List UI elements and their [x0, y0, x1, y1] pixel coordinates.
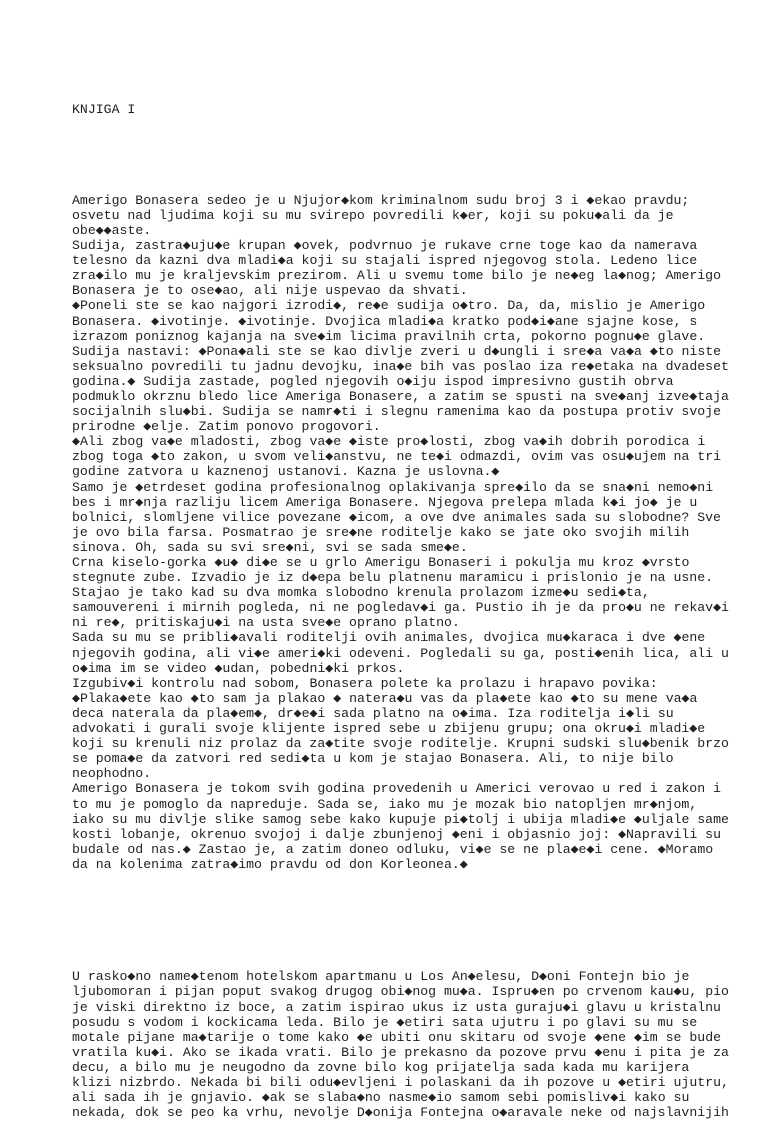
- text-line: njegovih godina, ali vi◆e ameri◆ki odeveni. Pogledali su ga, posti◆enih lica, ali u: [72, 645, 729, 661]
- text-line: kosti lobanje, okrenuo svojoj i dalje zbunjenoj ◆eni i objasnio joj: ◆Napravili su: [72, 826, 721, 842]
- text-line: Amerigo Bonasera sedeo je u Njujor◆kom kriminalnom sudu broj 3 i ◆ekao pravdu;: [72, 192, 690, 208]
- text-line: telesno da kazni dva mladi◆a koji su stajali ispred njegovog stola. Ledeno lice: [72, 253, 698, 269]
- text-line: Sudija, zastra◆uju◆e krupan ◆ovek, podvrnuo je rukave crne toge kao da namerava: [72, 238, 698, 254]
- section-court-scene: [72, 192, 729, 872]
- text-line: sinova. Oh, sada su svi sre◆ni, svi se sada sme◆e.: [72, 539, 468, 555]
- text-line: ◆Ali zbog va◆e mladosti, zbog va◆e ◆iste pro◆losti, zbog va◆ih dobrih porodica i: [72, 434, 706, 450]
- text-line: nekada, dok se peo ka vrhu, nevolje D◆onija Fontejna o◆aravale neke od najslavnijih: [72, 1105, 729, 1121]
- text-line: Sudija nastavi: ◆Pona◆ali ste se kao divlje zveri u d◆ungli i sre◆a va◆a ◆to niste: [72, 343, 722, 359]
- text-line: neophodno.: [72, 766, 152, 782]
- text-line: bes i mr◆nja razliju licem Ameriga Bonasere. Njegova prelepa mlada k◆i jo◆ je u: [72, 494, 698, 510]
- text-line: advokati i gurali svoje klijente ispred sebe u zbijenu grupu; ona okru◆i mladi◆e: [72, 721, 706, 737]
- section-break: [72, 902, 712, 939]
- document-page: [72, 72, 729, 1135]
- text-line: ni re◆, pritiskaju◆i na usta sve◆e oprano platno.: [72, 615, 460, 631]
- text-line: Stajao je tako kad su dva momka slobodno krenula prolazom izme◆u sedi◆ta,: [72, 585, 650, 601]
- text-line: zra◆ilo mu je kraljevskim prezirom. Ali u svemu tome bilo je ne◆eg la◆nog; Amerigo: [72, 268, 722, 284]
- text-line: to mu je pomoglo da napreduje. Sada se, iako mu je mozak bio natopljen mr◆njom,: [72, 796, 698, 812]
- text-line: Amerigo Bonasera je tokom svih godina provedenih u Americi verovao u red i zakon i: [72, 781, 721, 797]
- text-line: osvetu nad ljudima koji su mu svirepo povredili k◆er, koji su poku◆ali da je: [72, 207, 674, 223]
- text-line: Sada su mu se pribli◆avali roditelji ovih animales, dvojica mu◆karaca i dve ◆ene: [72, 630, 706, 646]
- text-line: o◆ima im se video ◆udan, pobedni◆ki prkos.: [72, 660, 405, 676]
- text-line: budale od nas.◆ Zastao je, a zatim doneo odluku, vi◆e se ne pla◆e◆i cene. ◆Moramo: [72, 841, 714, 857]
- text-line: ◆Plaka◆ete kao ◆to sam ja plakao ◆ natera◆u vas da pla◆ete kao ◆to su mene va◆a: [72, 690, 698, 706]
- text-line: Bonasera. ◆ivotinje. ◆ivotinje. Dvojica mladi◆a kratko pod◆i◆ane sjajne kose, s: [72, 313, 698, 329]
- text-line: klizi nizbrdo. Nekada bi bili odu◆evljeni i polaskani da ih pozove u ◆etiri ujutru,: [72, 1075, 729, 1090]
- chapter-title: KNJIGA I: [72, 102, 136, 118]
- text-line: ljubomoran i pijan poput svakog drugog obi◆nog mu◆a. Ispru◆en po crvenom kau◆u, pio: [72, 984, 729, 1000]
- text-line: obe◆◆aste.: [72, 222, 152, 238]
- text-line: se poma◆e da zatvori red sedi◆ta u kom je stajao Bonasera. Ali, to nije bilo: [72, 751, 674, 767]
- text-line: Crna kiselo-gorka ◆u◆ di◆e se u grlo Amerigu Bonaseri i pokulja mu kroz ◆vrsto: [72, 555, 690, 570]
- text-line: godine zatvora u kaznenoj ustanovi. Kazna je uslovna.◆: [72, 464, 500, 480]
- spacer: [72, 147, 712, 162]
- text-line: godina.◆ Sudija zastade, pogled njegovih o◆iju ispod impresivno gustih obrva: [72, 373, 674, 389]
- text-line: podmuklo okrznu bledo lice Ameriga Bonasere, a zatim se spusti na sve◆anj izve◆taja: [72, 388, 729, 404]
- text-line: koji su krenuli niz prolaz da za◆tite svoje roditelje. Krupni sudski slu◆benik brzo: [72, 736, 729, 752]
- text-line: samouvereni i mirnih pogleda, ni ne pogledav◆i ga. Pustio ih je da pro◆u ne rekav◆i: [72, 600, 729, 616]
- text-line: je ovo bila farsa. Posmatrao je sre◆ne roditelje kako se jate oko svojih milih: [72, 524, 690, 540]
- text-line: motale pijane ma◆tarije o tome kako ◆e ubiti onu skitaru od svoje ◆ene ◆im se bude: [72, 1029, 722, 1045]
- text-line: da na kolenima zatra◆imo pravdu od don Korleonea.◆: [72, 856, 468, 872]
- text-line: deca naterala da pla◆em◆, dr◆e◆i sada platno na o◆ima. Iza roditelja i◆li su: [72, 705, 674, 721]
- text-line: decu, a bilo mu je neugodno da zovne bilo kog prijatelja sada kada mu karijera: [72, 1059, 690, 1075]
- text-line: seksualno povredili tu jadnu devojku, ina◆e bih vas poslao iza re◆etaka na dvadeset: [72, 358, 729, 374]
- text-line: Samo je ◆etrdeset godina profesionalnog oplakivanja spre◆ilo da se sna◆ni nemo◆ni: [72, 479, 714, 495]
- text-line: U rasko◆no name◆tenom hotelskom apartmanu u Los An◆elesu, D◆oni Fontejn bio je: [72, 969, 690, 985]
- text-line: stegnute zube. Izvadio je iz d◆epa belu platnenu maramicu i prislonio je na usne.: [72, 570, 714, 586]
- text-line: je viski direktno iz boce, a zatim ispirao ukus iz usta guraju◆i glavu u kristalnu: [72, 999, 721, 1015]
- text-line: izrazom poniznog kajanja na sve◆im licima pravilnih crta, pokorno pognu◆e glave.: [72, 328, 706, 344]
- text-line: posudu s vodom i kockicama leda. Bilo je ◆etiri sata ujutru i po glavi su mu se: [72, 1014, 698, 1030]
- text-line: zbog toga ◆to zakon, u svom veli◆anstvu, ne te◆i odmazdi, ovim vas osu◆ujem na tri: [72, 449, 722, 465]
- text-line: vratila ku◆i. Ako se ikada vrati. Bilo je prekasno da pozove prvu ◆enu i pita je za: [72, 1044, 729, 1060]
- text-line: Izgubiv◆i kontrolu nad sobom, Bonasera polete ka prolazu i hrapavo povika:: [72, 675, 658, 691]
- text-line: socijalnih slu◆bi. Sudija se namr◆ti i slegnu ramenima kao da postupa protiv svoje: [72, 404, 721, 420]
- section-hotel-scene: [72, 969, 729, 1121]
- text-line: bolnici, slomljene vilice povezane ◆icom, a ove dve animales sada su slobodne? Sve: [72, 509, 721, 525]
- text-line: Bonasera je to ose◆ao, ali nije uspevao da shvati.: [72, 283, 468, 299]
- text-line: iako su mu divlje slike samog sebe kako kupuje pi◆tolj i ubija mladi◆e ◆uljale same: [72, 811, 729, 827]
- text-line: prirodne ◆elje. Zatim ponovo progovori.: [72, 419, 381, 435]
- text-line: ◆Poneli ste se kao najgori izrodi◆, re◆e sudija o◆tro. Da, da, mislio je Amerigo: [72, 298, 706, 314]
- text-line: ali sada ih je gnjavio. ◆ak se slaba◆no nasme◆io samom sebi pomisliv◆i kako su: [72, 1090, 690, 1106]
